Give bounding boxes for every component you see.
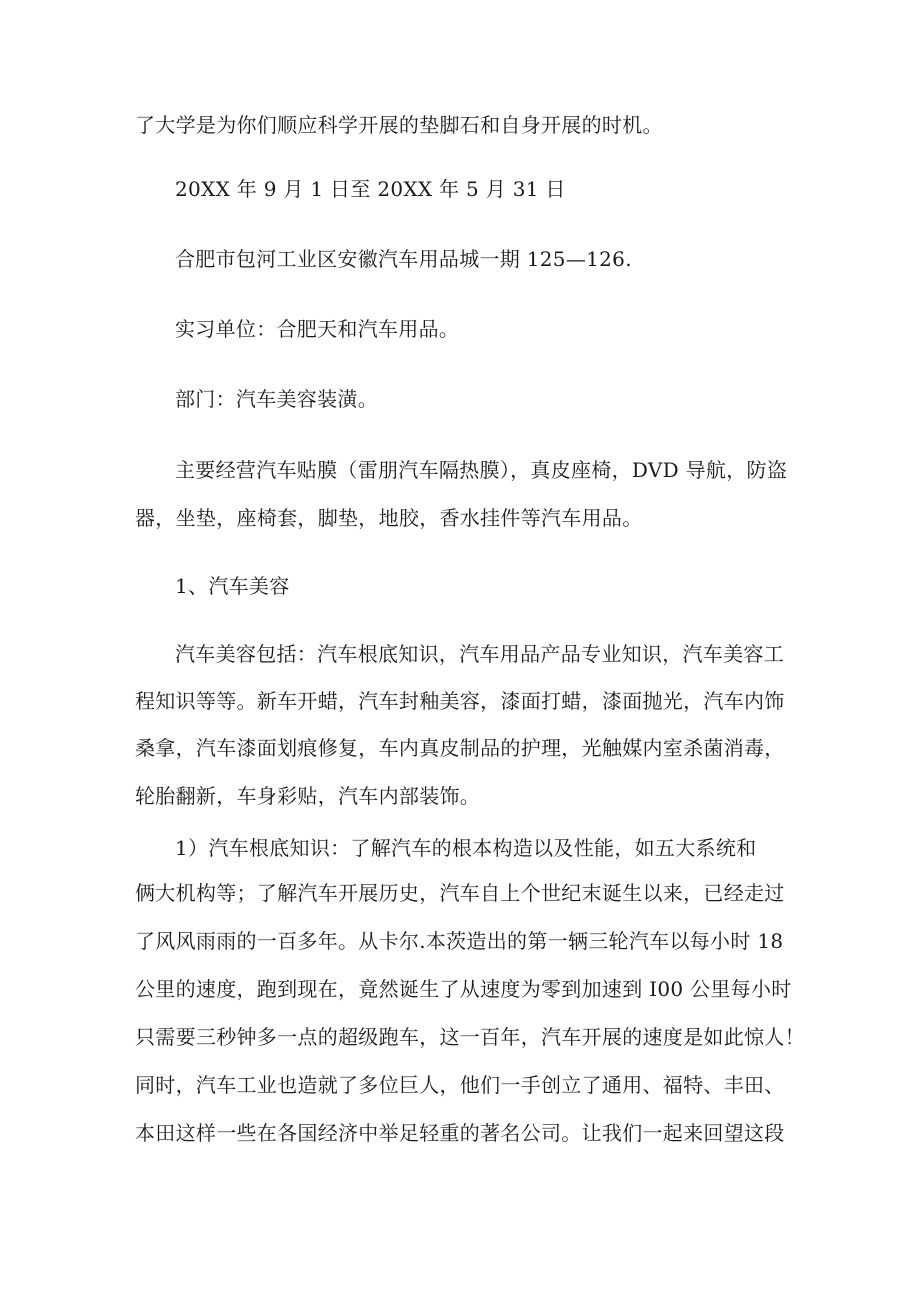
internship-dates: 20XX 年 9 月 1 日至 20XX 年 5 月 31 日 — [175, 177, 566, 201]
section-heading: 1、汽车美容 — [175, 574, 290, 598]
paragraph-line-10: 程知识等等。新车开蜡，汽车封釉美容，漆面打蜡，漆面抛光，汽车内饰 — [135, 689, 785, 713]
paragraph-line-7: 器，坐垫，座椅套，脚垫，地胶，香水挂件等汽车用品。 — [135, 506, 643, 530]
paragraph-line-1: 了大学是为你们顺应科学开展的垫脚石和自身开展的时机。 — [135, 113, 663, 137]
paragraph-line-13: 1）汽车根底知识：了解汽车的根本构造以及性能，如五大系统和 — [175, 836, 757, 860]
paragraph-line-17: 只需要三秒钟多一点的超级跑车，这一百年，汽车开展的速度是如此惊人！ — [135, 1025, 805, 1049]
paragraph-line-9: 汽车美容包括：汽车根底知识，汽车用品产品专业知识，汽车美容工 — [175, 642, 784, 666]
paragraph-line-16: 公里的速度，跑到现在，竟然诞生了从速度为零到加速到 I00 公里每小时 — [135, 977, 792, 1001]
internship-unit: 实习单位：合肥天和汽车用品。 — [175, 317, 460, 341]
paragraph-line-19: 本田这样一些在各国经济中举足轻重的著名公司。让我们一起来回望这段 — [135, 1121, 785, 1145]
paragraph-line-18: 同时，汽车工业也造就了多位巨人，他们一手创立了通用、福特、丰田、 — [135, 1073, 785, 1097]
paragraph-line-14: 俩大机构等；了解汽车开展历史，汽车自上个世纪末诞生以来，已经走过 — [135, 881, 785, 905]
department: 部门：汽车美容装潢。 — [175, 387, 378, 411]
paragraph-line-6: 主要经营汽车贴膜（雷朋汽车隔热膜），真皮座椅，DVD 导航，防盗 — [175, 458, 788, 482]
internship-address: 合肥市包河工业区安徽汽车用品城一期 125—126. — [175, 247, 632, 271]
paragraph-line-15: 了风风雨雨的一百多年。从卡尔.本茨造出的第一辆三轮汽车以每小时 18 — [135, 929, 784, 953]
paragraph-line-12: 轮胎翻新，车身彩贴，汽车内部装饰。 — [135, 784, 481, 808]
paragraph-line-11: 桑拿，汽车漆面划痕修复，车内真皮制品的护理，光触媒内室杀菌消毒， — [135, 736, 785, 760]
